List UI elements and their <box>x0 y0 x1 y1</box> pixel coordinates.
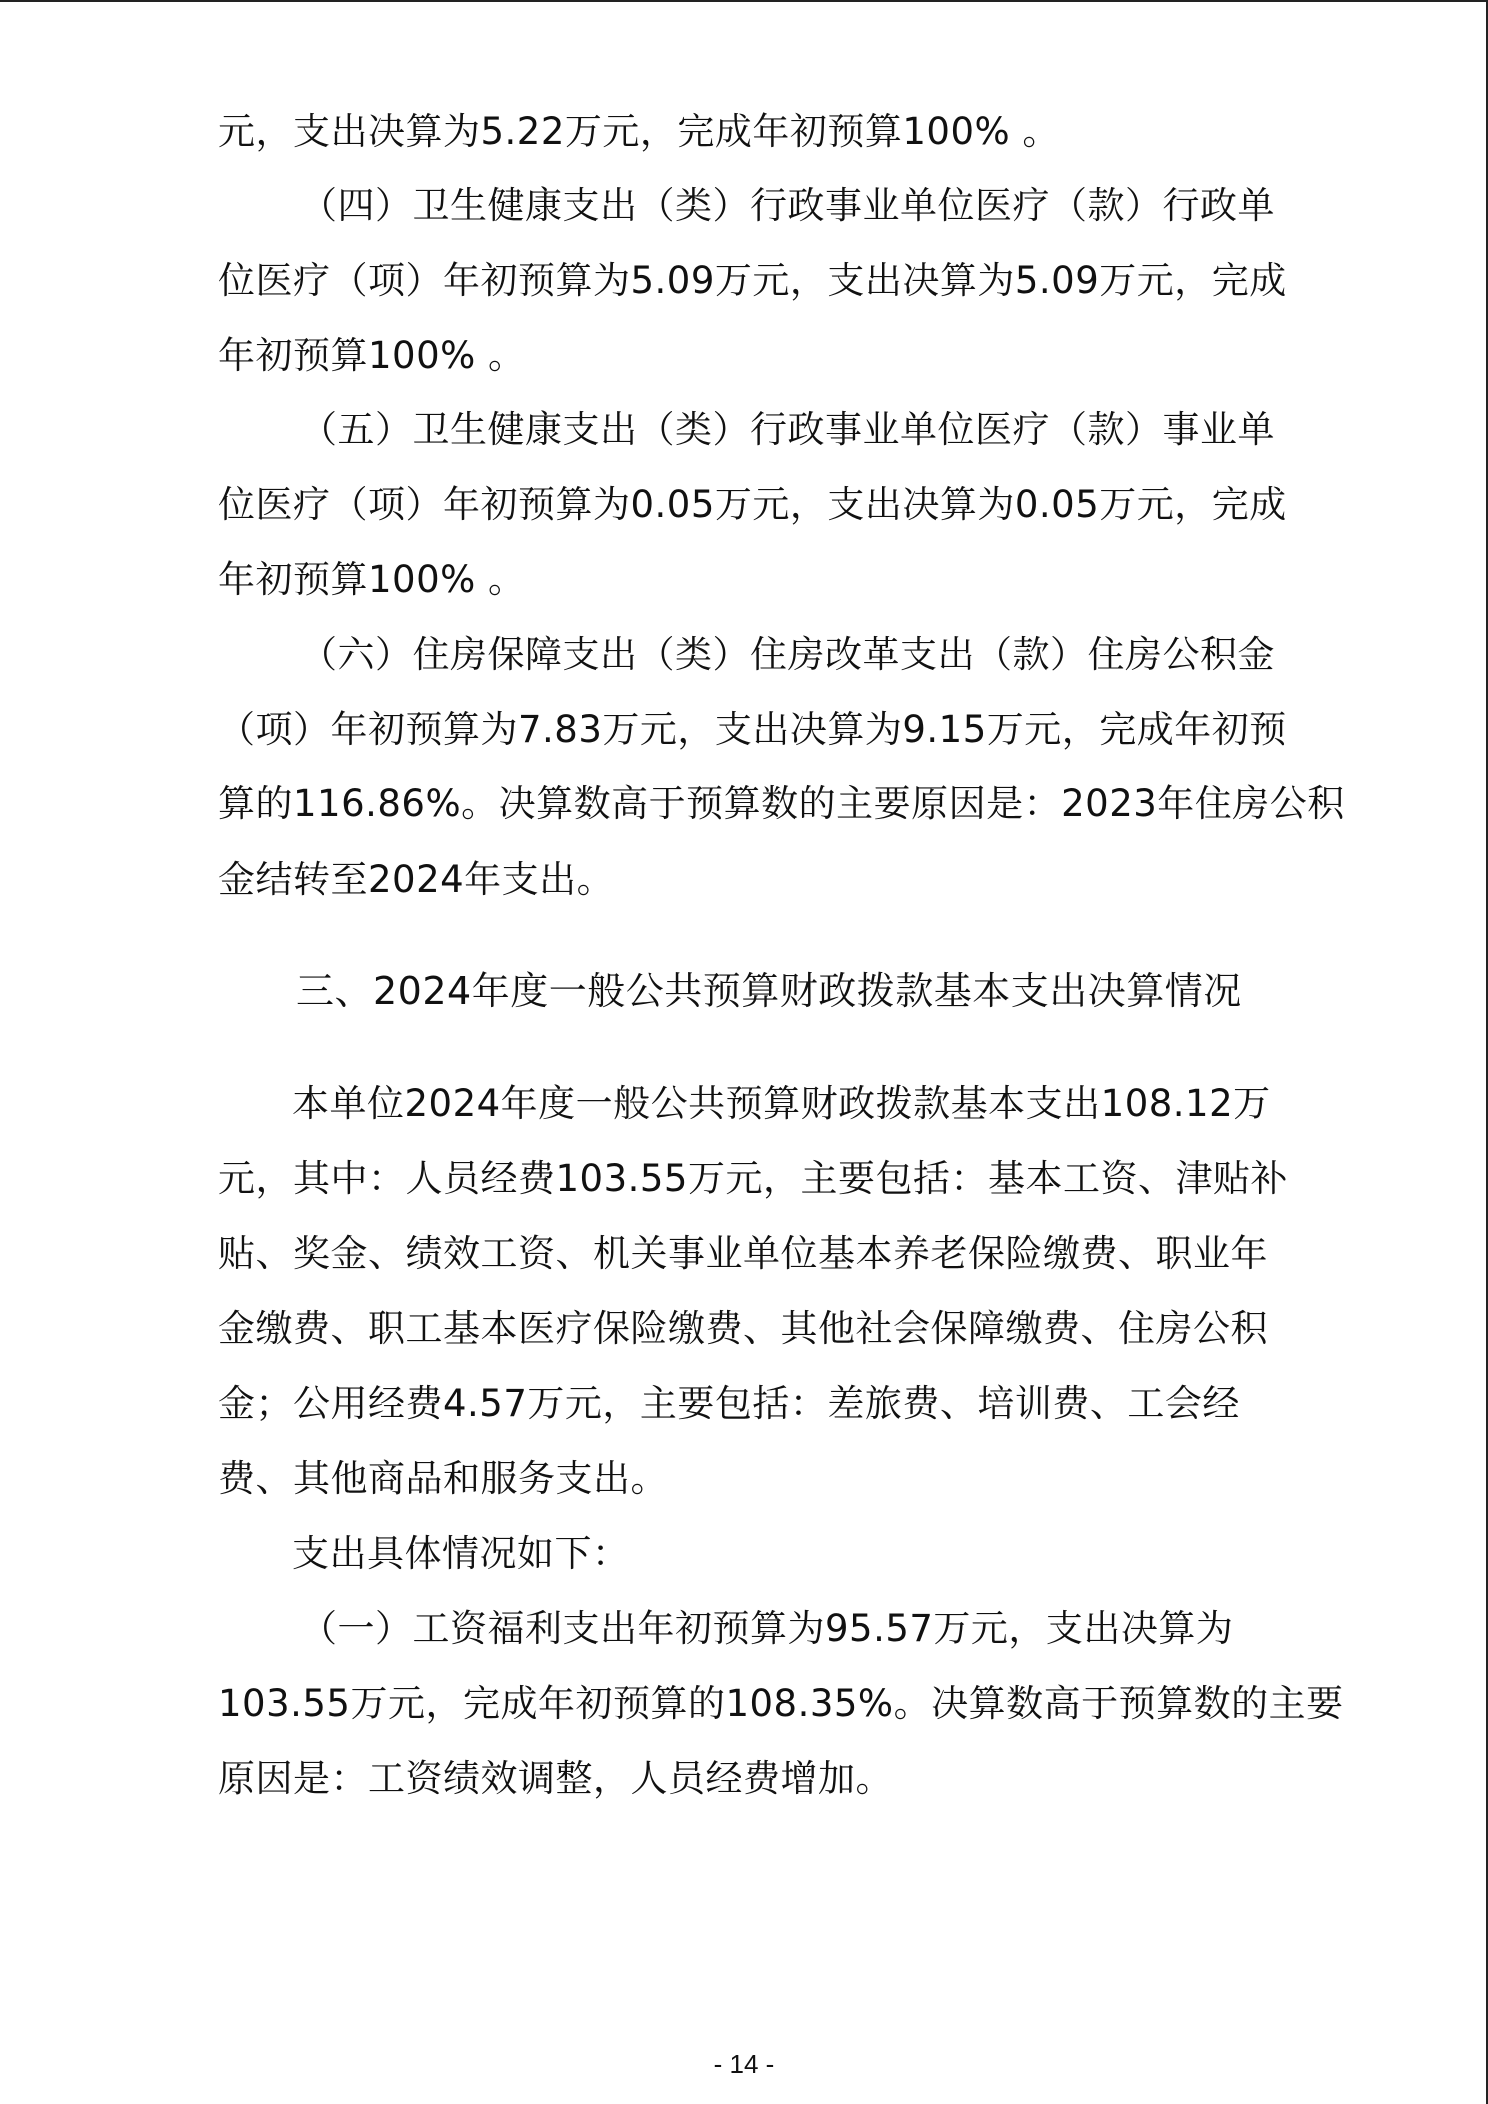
paragraph-line: 金；公用经费4.57万元，主要包括：差旅费、培训费、工会经 <box>218 1382 1240 1425</box>
paragraph-line: 位医疗（项）年初预算为0.05万元，支出决算为0.05万元，完成 <box>218 483 1287 526</box>
paragraph-line: 贴、奖金、绩效工资、机关事业单位基本养老保险缴费、职业年 <box>218 1232 1268 1275</box>
paragraph-line: 费、其他商品和服务支出。 <box>218 1457 668 1500</box>
paragraph-line: 金缴费、职工基本医疗保险缴费、其他社会保障缴费、住房公积 <box>218 1307 1268 1350</box>
paragraph-line: （六）住房保障支出（类）住房改革支出（款）住房公积金 <box>300 633 1275 676</box>
paragraph-line: 元，其中：人员经费103.55万元，主要包括：基本工资、津贴补 <box>218 1157 1288 1200</box>
paragraph-line: （项）年初预算为7.83万元，支出决算为9.15万元，完成年初预 <box>218 708 1287 751</box>
page-number: - 14 - <box>713 2049 775 2079</box>
paragraph-line: 103.55万元，完成年初预算的108.35%。决算数高于预算数的主要 <box>218 1682 1344 1725</box>
paragraph-line: 位医疗（项）年初预算为5.09万元，支出决算为5.09万元，完成 <box>218 259 1287 302</box>
paragraph-line: （四）卫生健康支出（类）行政事业单位医疗（款）行政单 <box>300 184 1275 227</box>
paragraph-line: 本单位2024年度一般公共预算财政拨款基本支出108.12万 <box>292 1082 1271 1125</box>
section-heading: 三、2024年度一般公共预算财政拨款基本支出决算情况 <box>296 969 1242 1013</box>
paragraph-line: 金结转至2024年支出。 <box>218 858 615 901</box>
paragraph-line: （五）卫生健康支出（类）行政事业单位医疗（款）事业单 <box>300 408 1275 451</box>
paragraph-line: 算的116.86%。决算数高于预算数的主要原因是：2023年住房公积 <box>218 782 1345 825</box>
paragraph-line: 元，支出决算为5.22万元，完成年初预算100% 。 <box>218 110 1060 153</box>
paragraph-line: 年初预算100% 。 <box>218 334 526 377</box>
paragraph-line: 支出具体情况如下： <box>292 1532 630 1575</box>
paragraph-line: 年初预算100% 。 <box>218 558 526 601</box>
paragraph-line: （一）工资福利支出年初预算为95.57万元，支出决算为 <box>300 1607 1234 1650</box>
paragraph-line: 原因是：工资绩效调整，人员经费增加。 <box>218 1757 893 1800</box>
